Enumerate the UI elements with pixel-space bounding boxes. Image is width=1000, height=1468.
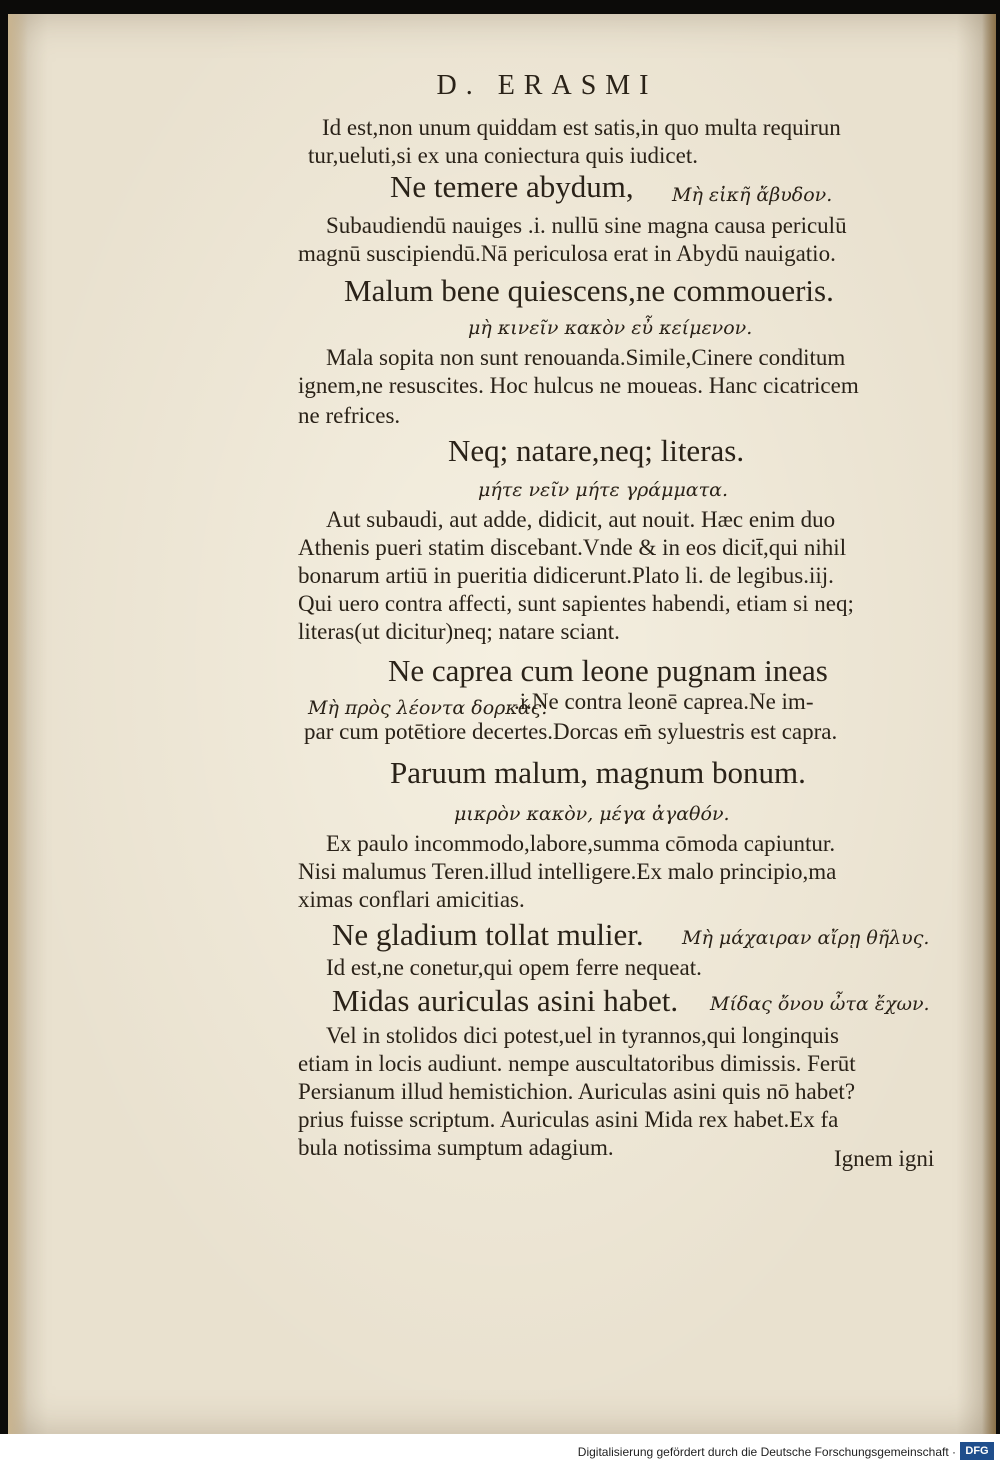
adage-heading: Midas auriculas asini habet. — [332, 983, 679, 1018]
text-line: bula notissima sumptum adagium. — [298, 1135, 614, 1160]
book-page — [8, 14, 996, 1434]
text-line: Nisi malumus Teren.illud intelligere.Ex malo principio,ma — [298, 859, 837, 884]
text-line: ximas conflari amicitias. — [298, 887, 525, 912]
running-head: D. ERASMI — [436, 70, 658, 101]
text-line: par cum potētiore decertes.Dorcas em̄ syluestris est capra. — [304, 719, 838, 744]
text-line: magnū suscipiendū.Nā periculosa erat in Abydū nauigatio. — [298, 241, 836, 266]
adage-heading: Paruum malum, magnum bonum. — [390, 755, 806, 790]
greek-text: μικρὸν κακὸν, μέγα ἀγαθόν. — [454, 803, 730, 825]
text-line: Mala sopita non sunt renouanda.Simile,Cinere conditum — [326, 345, 846, 370]
text-line: Qui uero contra affecti, sunt sapientes habendi, etiam si neq; — [298, 591, 854, 616]
text-line: ne refrices. — [298, 403, 401, 428]
text-line: Athenis pueri statim discebant.Vnde & in eos dicit̄,qui nihil — [298, 535, 847, 560]
catchword: Ignem igni — [834, 1146, 935, 1171]
funding-note: Digitalisierung gefördert durch die Deutsche Forschungsgemeinschaft · — [577, 1445, 956, 1459]
text-line: Persianum illud hemistichion. Auriculas asini quis nō habet? — [298, 1079, 856, 1104]
text-line: literas(ut dicitur)neq; natare sciant. — [298, 619, 620, 644]
adage-heading: Neq; natare,neq; literas. — [448, 433, 745, 468]
text-line: ignem,ne resuscites. Hoc hulcus ne moueas. Hanc cicatricem — [298, 373, 859, 398]
adage-heading: Ne gladium tollat mulier. — [332, 917, 644, 952]
text-line: etiam in locis audiunt. nempe auscultatoribus dimissis. Ferūt — [298, 1051, 856, 1076]
text-line: Aut subaudi, aut adde, didicit, aut nouit. Hæc enim duo — [326, 507, 836, 532]
adage-heading: Ne temere abydum, — [390, 169, 634, 204]
page-gutter-shadow — [8, 14, 28, 1434]
text-line: Ex paulo incommodo,labore,summa cōmoda capiuntur. — [326, 831, 836, 856]
greek-text: μὴ κινεῖν κακὸν εὖ κείμενον. — [468, 317, 753, 339]
adage-heading: Ne caprea cum leone pugnam ineas — [388, 653, 828, 688]
funding-footer — [0, 1434, 1000, 1468]
greek-text: μήτε νεῖν μήτε γράμματα. — [478, 479, 729, 501]
page-edge-shadow — [982, 14, 996, 1434]
text-line: Id est,non unum quiddam est satis,in quo multa requirun — [322, 115, 841, 140]
text-line: Vel in stolidos dici potest,uel in tyrannos,qui longinquis — [326, 1023, 840, 1048]
text-line: Id est,ne conetur,qui opem ferre nequeat. — [326, 955, 702, 980]
greek-text: Μίδας ὄνου ὦτα ἔχων. — [710, 993, 930, 1015]
adage-heading: Malum bene quiescens,ne commoueris. — [344, 273, 834, 308]
text-line: tur,ueluti,si ex una coniectura quis iudicet. — [308, 143, 698, 168]
text-line: prius fuisse scriptum. Auriculas asini Mida rex habet.Ex fa — [298, 1107, 839, 1132]
greek-text: Μὴ πρὸς λέοντα δορκάς. — [308, 697, 548, 719]
text-line: bonarum artiū in pueritia didicerunt.Plato li. de legibus.iij. — [298, 563, 834, 588]
dfg-logo-icon: DFG — [960, 1442, 994, 1460]
greek-text: Μὴ εἰκῆ ἄβυδον. — [672, 184, 833, 206]
text-line: .i.Ne contra leonē caprea.Ne im- — [514, 689, 814, 714]
text-line: Subaudiendū nauiges .i. nullū sine magna causa periculū — [326, 213, 847, 238]
greek-text: Μὴ μάχαιραν αἴρῃ θῆλυς. — [682, 927, 930, 949]
